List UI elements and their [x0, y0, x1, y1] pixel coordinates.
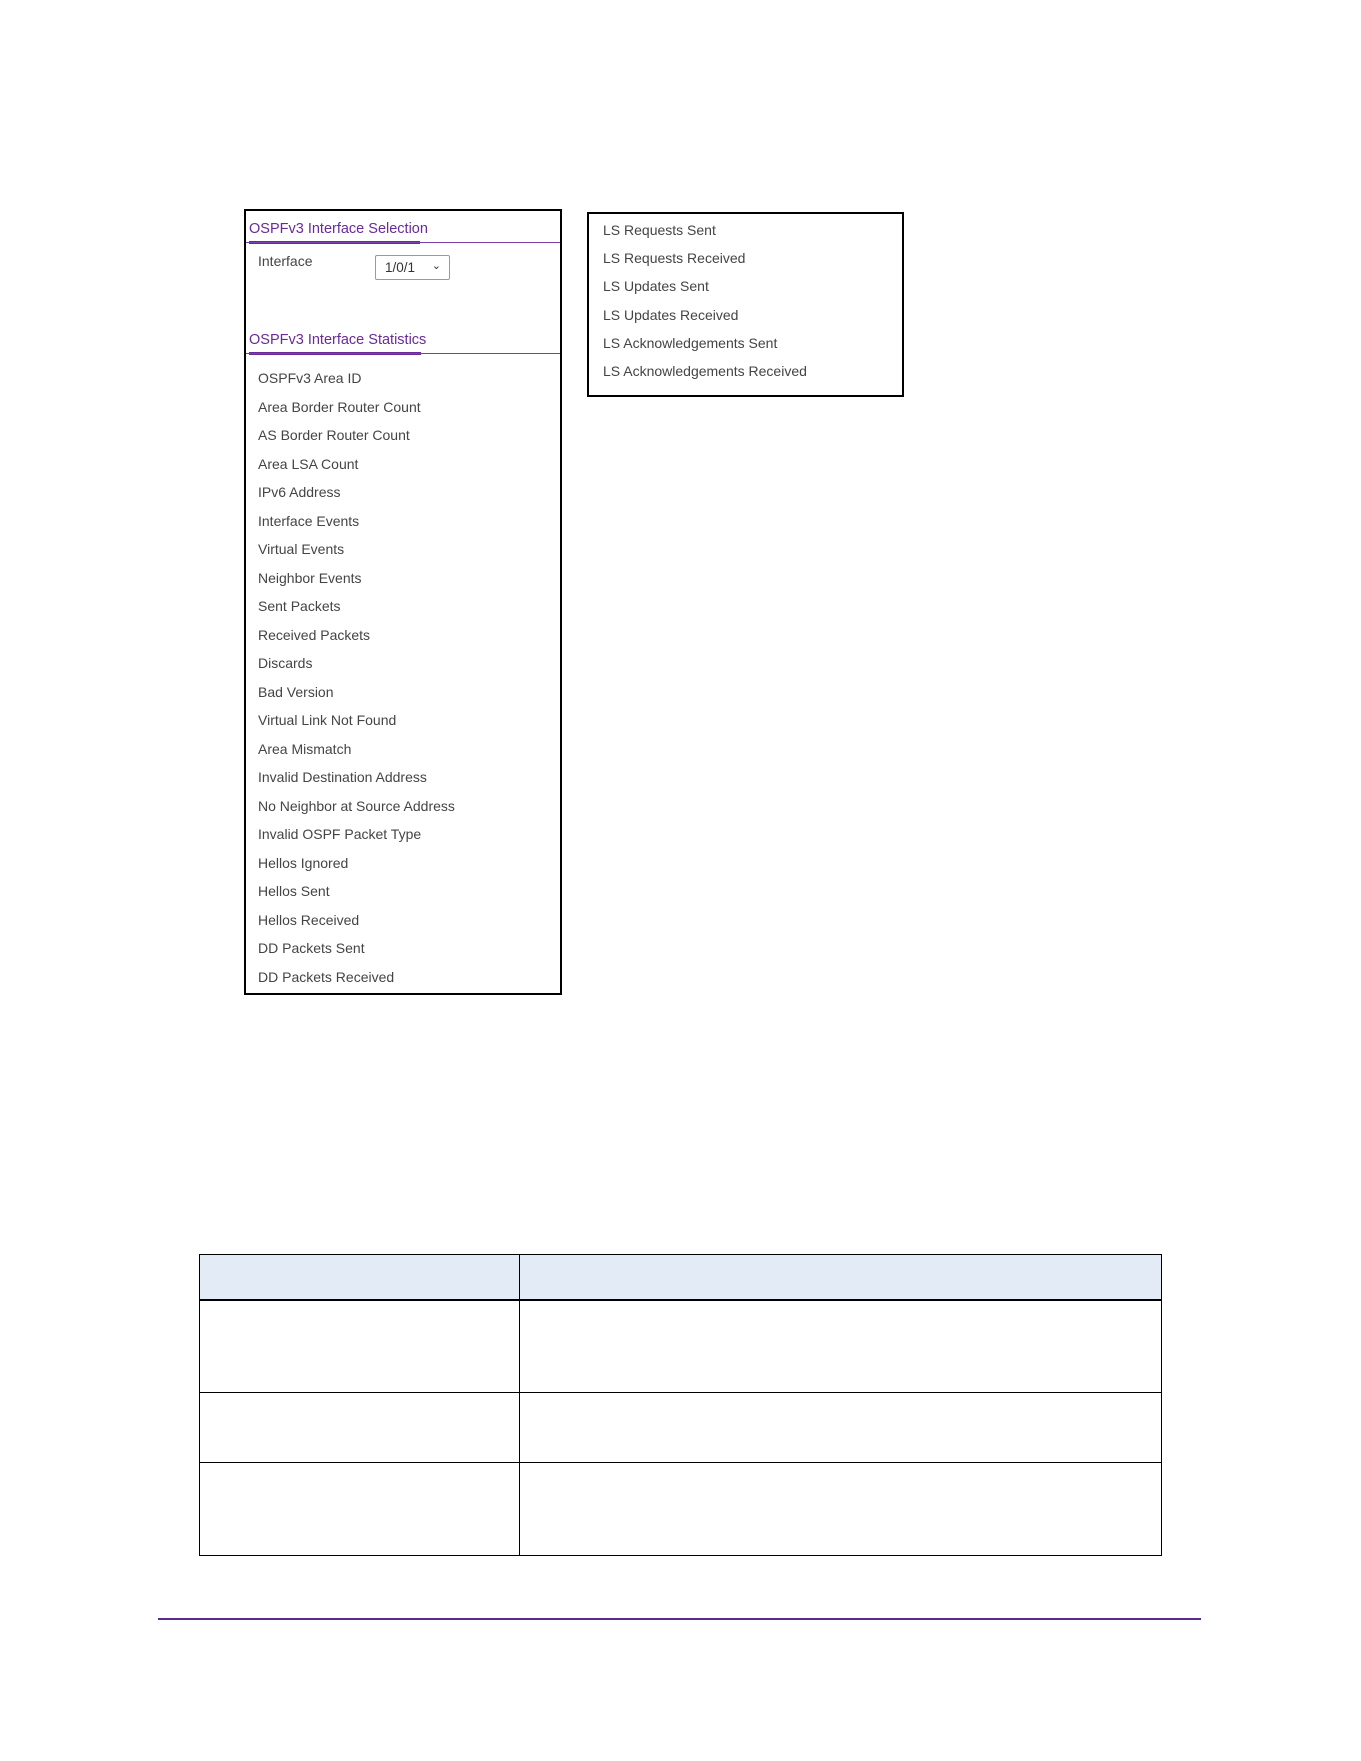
list-item: LS Updates Sent [603, 278, 709, 295]
table-cell [200, 1300, 520, 1393]
table-cell [520, 1300, 1162, 1393]
list-item: IPv6 Address [258, 484, 341, 500]
interface-select[interactable] [375, 255, 450, 280]
chevron-down-icon: ⌄ [431, 260, 441, 272]
table-row [200, 1463, 1162, 1556]
list-item: Neighbor Events [258, 569, 362, 586]
table-cell [200, 1463, 520, 1556]
list-item: OSPFv3 Area ID [258, 370, 362, 386]
list-item: Virtual Events [258, 541, 345, 557]
list-item: LS Acknowledgements Sent [603, 334, 778, 351]
list-item: DD Packets Received [258, 968, 395, 985]
ls-statistics-panel [587, 212, 904, 397]
list-item: Received Packets [258, 626, 371, 643]
list-item: Area LSA Count [258, 455, 359, 472]
table-row [200, 1393, 1162, 1463]
table-row [200, 1300, 1162, 1393]
description-table [199, 1254, 1162, 1556]
statistics-list [258, 364, 455, 991]
list-item: Area Border Router Count [258, 398, 421, 415]
list-item: Discards [258, 655, 313, 671]
list-item: AS Border Router Count [258, 427, 410, 443]
list-item: Area Mismatch [258, 740, 352, 757]
list-item: Hellos Sent [258, 883, 330, 899]
list-item: Invalid Destination Address [258, 769, 427, 785]
list-item: LS Updates Received [603, 306, 739, 323]
table-cell [520, 1393, 1162, 1463]
statistics-section-divider [246, 353, 560, 354]
table-header-cell [520, 1255, 1162, 1301]
table-cell [200, 1393, 520, 1463]
selection-section-divider [246, 242, 560, 243]
interface-statistics-panel [244, 209, 562, 995]
list-item: DD Packets Sent [258, 940, 365, 956]
list-item: Interface Events [258, 512, 360, 529]
footer-divider [158, 1618, 1201, 1620]
list-item: Hellos Received [258, 911, 360, 928]
list-item: Bad Version [258, 683, 334, 700]
list-item: Invalid OSPF Packet Type [258, 826, 422, 842]
interface-select-value: 1/0/1 [385, 260, 416, 275]
statistics-section-title: OSPFv3 Interface Statistics [249, 332, 427, 348]
ls-statistics-list [603, 220, 807, 389]
list-item: LS Requests Sent [603, 222, 716, 238]
list-item: Sent Packets [258, 598, 341, 614]
table-header-cell [200, 1255, 520, 1301]
table-header-row [200, 1255, 1162, 1301]
list-item: Hellos Ignored [258, 854, 349, 871]
interface-label: Interface [258, 253, 313, 269]
list-item: No Neighbor at Source Address [258, 797, 455, 814]
selection-section-title: OSPFv3 Interface Selection [249, 221, 428, 237]
list-item: LS Acknowledgements Received [603, 362, 807, 379]
list-item: LS Requests Received [603, 250, 746, 267]
table-cell [520, 1463, 1162, 1556]
list-item: Virtual Link Not Found [258, 712, 397, 728]
